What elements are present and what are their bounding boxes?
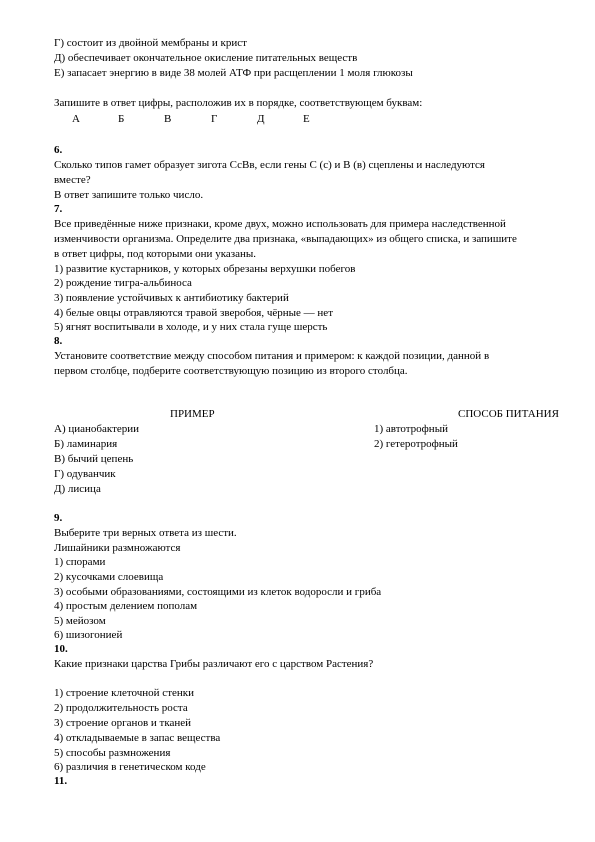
column-header-example: ПРИМЕР: [170, 408, 215, 420]
question-7-option: 2) рождение тигра-альбиноса: [54, 277, 192, 289]
question-9-number: 9.: [54, 512, 63, 524]
question-6-text: вместе?: [54, 174, 91, 186]
question-9-option: 1) спорами: [54, 556, 106, 568]
question-8-number: 8.: [54, 335, 63, 347]
question-10-option: 3) строение органов и тканей: [54, 717, 192, 729]
question-8-text: Установите соответствие между способом питания и примером: к каждой позиции, данной в: [54, 350, 490, 362]
question-6-text: Сколько типов гамет образует зигота СсВв, если гены С (с) и В (в) сцеплены и наследуются: [54, 159, 485, 171]
question-10-option: 4) откладываемые в запас вещества: [54, 732, 221, 744]
question-10-option: 2) продолжительность роста: [54, 702, 188, 714]
question-7-option: 4) белые овцы отравляются травой зверобоя, чёрные — нет: [54, 307, 333, 319]
option-e: Е) запасает энергию в виде 38 молей АТФ при расщеплении 1 моля глюкозы: [54, 67, 413, 79]
answer-letter-v: В: [164, 113, 172, 125]
question-7-option: 5) ягнят воспитывали в холоде, и у них стала гуще шерсть: [54, 321, 328, 333]
example-item: Д) лисица: [54, 483, 101, 495]
answer-letter-b: Б: [118, 113, 125, 125]
question-7-option: 1) развитие кустарников, у которых обрезаны верхушки побегов: [54, 263, 356, 275]
question-6-instruction: В ответ запишите только число.: [54, 189, 204, 201]
question-9-option: 4) простым делением пополам: [54, 600, 198, 612]
question-10-number: 10.: [54, 643, 68, 655]
answer-letter-a: А: [72, 113, 80, 125]
question-9-option: 6) шизогонией: [54, 629, 123, 641]
question-7-text: Все приведённые ниже признаки, кроме двух, можно использовать для примера наследственной: [54, 218, 506, 230]
nutrition-type-item: 2) гетеротрофный: [374, 438, 458, 450]
example-item: В) бычий цепень: [54, 453, 134, 465]
question-9-option: 2) кусочками слоевища: [54, 571, 164, 583]
question-7-text: в ответ цифры, под которыми они указаны.: [54, 248, 257, 260]
question-6-number: 6.: [54, 144, 63, 156]
question-7-number: 7.: [54, 203, 63, 215]
question-9-option: 3) особыми образованиями, состоящими из клеток водоросли и гриба: [54, 586, 382, 598]
answer-instruction: Запишите в ответ цифры, расположив их в порядке, соответствующем буквам:: [54, 97, 423, 109]
question-8-text: первом столбце, подберите соответствующую позицию из второго столбца.: [54, 365, 408, 377]
answer-letter-e: Е: [303, 113, 310, 125]
question-10-text: Какие признаки царства Грибы различают его с царством Растения?: [54, 658, 374, 670]
option-g: Г) состоит из двойной мембраны и крист: [54, 37, 247, 49]
question-10-option: 5) способы размножения: [54, 747, 171, 759]
question-9-option: 5) мейозом: [54, 615, 106, 627]
question-10-option: 6) различия в генетическом коде: [54, 761, 206, 773]
column-header-nutrition-type: СПОСОБ ПИТАНИЯ: [458, 408, 559, 420]
option-d: Д) обеспечивает окончательное окисление питательных веществ: [54, 52, 358, 64]
answer-letter-g: Г: [211, 113, 218, 125]
example-item: Г) одуванчик: [54, 468, 116, 480]
answer-letter-d: Д: [257, 113, 265, 125]
question-7-text: изменчивости организма. Определите два признака, «выпадающих» из общего списка, и запишите: [54, 233, 517, 245]
question-11-number: 11.: [54, 775, 68, 787]
nutrition-type-item: 1) автотрофный: [374, 423, 448, 435]
question-9-text: Лишайники размножаются: [54, 542, 181, 554]
question-10-option: 1) строение клеточной стенки: [54, 687, 194, 699]
question-9-text: Выберите три верных ответа из шести.: [54, 527, 237, 539]
question-7-option: 3) появление устойчивых к антибиотику бактерий: [54, 292, 289, 304]
example-item: А) цианобактерии: [54, 423, 140, 435]
example-item: Б) ламинария: [54, 438, 118, 450]
